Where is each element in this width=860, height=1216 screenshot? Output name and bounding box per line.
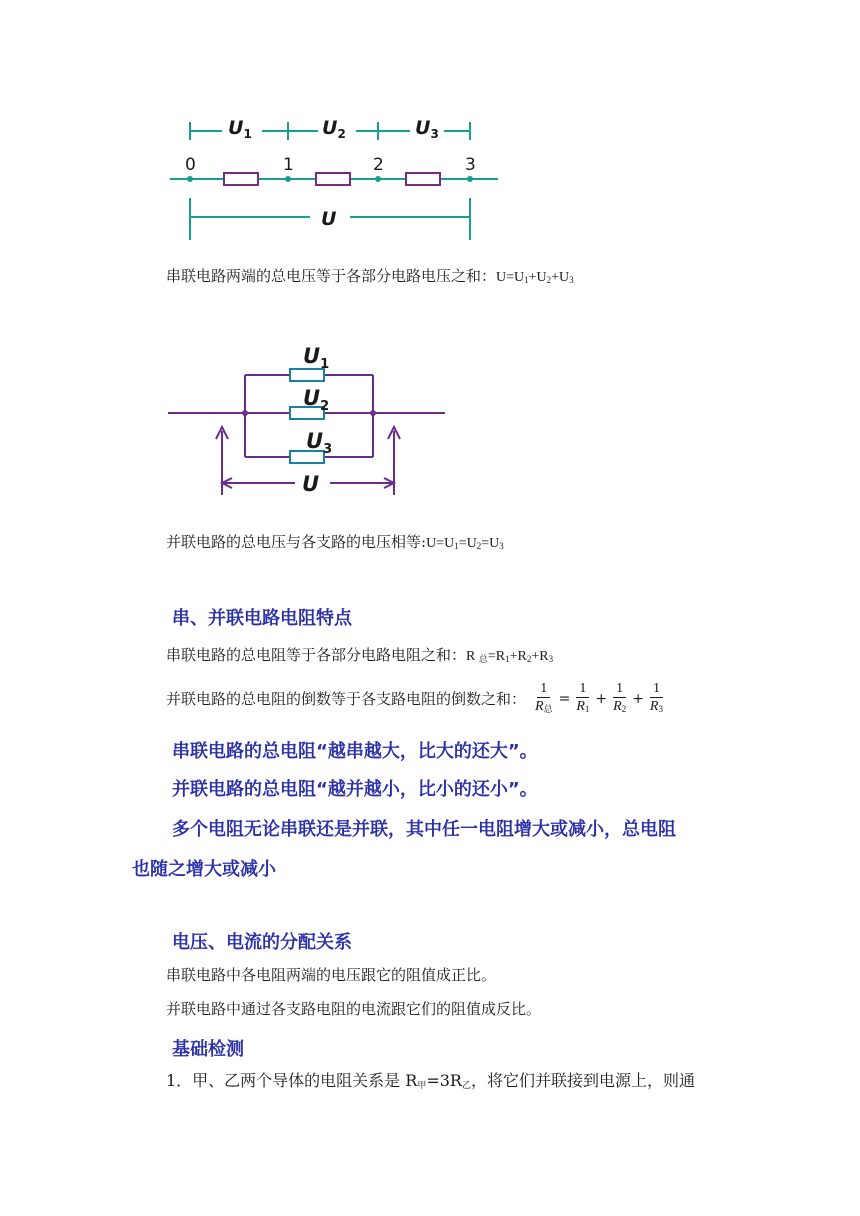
label-u3: $U_3$: [415, 117, 439, 141]
emphasis-series-rule: 串联电路的总电阻“越串越大，比大的还大”。: [172, 741, 538, 762]
resistor-r2: [316, 173, 350, 185]
parallel-voltage-caption: 并联电路的总电压与各支路的电压相等$:U=U_1=U_2=U_3$: [166, 533, 504, 551]
node-2: 2: [373, 155, 384, 175]
node-0: 0: [185, 155, 196, 175]
parallel-label-u-total: U: [302, 472, 320, 496]
series-circuit-diagram: [160, 110, 510, 245]
parallel-label-u1: $U_1$: [303, 344, 330, 372]
distribution-series-text: 串联电路中各电阻两端的电压跟它的阻值成正比。: [166, 966, 497, 984]
series-resistance-text: 串联电路的总电阻等于各部分电路电阻之和：R $_总=R_1+R_2+R_3$: [166, 646, 554, 664]
parallel-circuit-diagram: [160, 335, 455, 505]
fraction-r1: $\frac{1}{R_1}$: [576, 681, 590, 714]
series-voltage-caption: 串联电路两端的总电压等于各部分电路电压之和：$U=U_1+U_2+U_3$: [166, 267, 574, 285]
question-1: 1．甲、乙两个导体的电阻关系是 $R_甲=3R_乙$，将它们并联接到电源上，则通: [166, 1071, 696, 1091]
fraction-total: $\frac{1}{R_总}$: [535, 681, 553, 714]
resistor-r1: [224, 173, 258, 185]
node-1: 1: [283, 155, 294, 175]
label-u1: $U_1$: [228, 117, 252, 141]
emphasis-general-rule-line1: 多个电阻无论串联还是并联，其中任一电阻增大或减小，总电阻: [172, 819, 676, 840]
fraction-r2: $\frac{1}{R_2}$: [613, 681, 627, 714]
resistor-r3: [406, 173, 440, 185]
fraction-r3: $\frac{1}{R_3}$: [649, 681, 663, 714]
parallel-resistor-r1: [290, 369, 324, 381]
label-u-total: U: [321, 208, 337, 230]
heading-basic-check: 基础检测: [172, 1039, 244, 1060]
parallel-label-u3: $U_3$: [306, 429, 333, 457]
parallel-label-u2: $U_2$: [303, 386, 330, 414]
emphasis-general-rule-line2: 也随之增大或减小: [132, 859, 276, 880]
distribution-parallel-text: 并联电路中通过各支路电阻的电流跟它们的阻值成反比。: [166, 1000, 542, 1018]
emphasis-parallel-rule: 并联电路的总电阻“越并越小，比小的还小”。: [172, 779, 538, 800]
node-3: 3: [465, 155, 476, 175]
parallel-resistance-text: 并联电路的总电阻的倒数等于各支路电阻的倒数之和： $\frac{1}{R_总}$ = $\frac{1}{R_1}$ + $\frac{1}{R_2}$ + $\frac{1}{R_3}$: [166, 680, 668, 718]
heading-distribution: 电压、电流的分配关系: [172, 932, 352, 953]
label-u2: $U_2$: [322, 117, 346, 141]
heading-resistance: 串、并联电路电阻特点: [172, 608, 352, 629]
